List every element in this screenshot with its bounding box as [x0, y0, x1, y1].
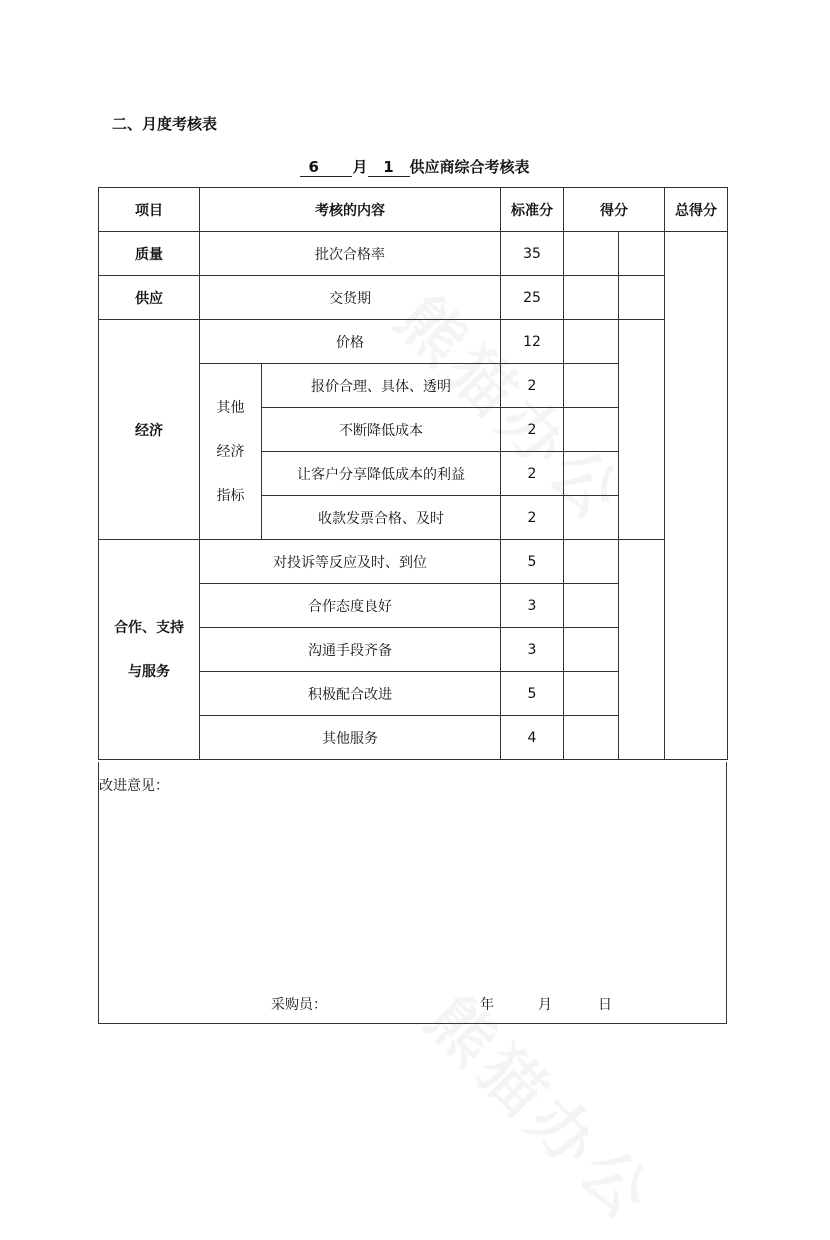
- category-cooperation: [99, 540, 200, 760]
- score-input-cell[interactable]: [564, 232, 619, 276]
- standard-cell: 2: [501, 452, 564, 496]
- content-cell: 其他服务: [200, 716, 501, 760]
- header-total: 总得分: [665, 188, 728, 232]
- score-input-cell[interactable]: [564, 320, 619, 364]
- score-input-cell[interactable]: [564, 716, 619, 760]
- day-value: 1: [368, 158, 410, 177]
- content-cell: 积极配合改进: [200, 672, 501, 716]
- content-cell: 沟通手段齐备: [200, 628, 501, 672]
- header-item: 项目: [99, 188, 200, 232]
- standard-cell: 5: [501, 540, 564, 584]
- stack-label: 指标: [216, 487, 245, 504]
- header-content: 考核的内容: [200, 188, 501, 232]
- category-line: 合作、支持: [114, 619, 184, 636]
- standard-cell: 5: [501, 672, 564, 716]
- header-score: 得分: [564, 188, 665, 232]
- improvement-remarks-box[interactable]: [98, 762, 727, 1024]
- category-line: 与服务: [128, 663, 170, 680]
- content-cell: 交货期: [200, 276, 501, 320]
- form-title: [0, 156, 830, 177]
- standard-cell: 3: [501, 584, 564, 628]
- table-row: [99, 276, 728, 320]
- standard-cell: 12: [501, 320, 564, 364]
- remarks-label: 改进意见：: [99, 778, 169, 794]
- score-input-cell[interactable]: [619, 232, 665, 276]
- content-cell: 价格: [200, 320, 501, 364]
- score-input-cell[interactable]: [564, 408, 619, 452]
- standard-cell: 4: [501, 716, 564, 760]
- category-supply: 供应: [99, 276, 200, 320]
- content-cell: 让客户分享降低成本的利益: [262, 452, 501, 496]
- score-input-cell[interactable]: [564, 540, 619, 584]
- score-input-cell[interactable]: [619, 540, 665, 760]
- total-score-cell[interactable]: [665, 232, 728, 760]
- score-input-cell[interactable]: [619, 276, 665, 320]
- evaluation-table: [98, 187, 728, 760]
- year-label: 年: [480, 997, 494, 1013]
- month-label: 月: [352, 158, 368, 176]
- stack-label: 经济: [216, 443, 245, 460]
- content-cell: 对投诉等反应及时、到位: [200, 540, 501, 584]
- score-input-cell[interactable]: [564, 452, 619, 496]
- score-input-cell[interactable]: [619, 320, 665, 540]
- table-row: [99, 540, 728, 584]
- header-row: [99, 188, 728, 232]
- standard-cell: 2: [501, 496, 564, 540]
- score-input-cell[interactable]: [564, 276, 619, 320]
- score-input-cell[interactable]: [564, 364, 619, 408]
- content-cell: 报价合理、具体、透明: [262, 364, 501, 408]
- other-economic-indicators: [200, 364, 262, 540]
- score-input-cell[interactable]: [564, 496, 619, 540]
- score-input-cell[interactable]: [564, 628, 619, 672]
- standard-cell: 25: [501, 276, 564, 320]
- score-input-cell[interactable]: [564, 672, 619, 716]
- table-row: [99, 232, 728, 276]
- standard-cell: 2: [501, 408, 564, 452]
- content-cell: 合作态度良好: [200, 584, 501, 628]
- score-input-cell[interactable]: [564, 584, 619, 628]
- standard-cell: 35: [501, 232, 564, 276]
- content-cell: 批次合格率: [200, 232, 501, 276]
- category-economy: 经济: [99, 320, 200, 540]
- section-heading: 二、月度考核表: [112, 115, 218, 133]
- standard-cell: 3: [501, 628, 564, 672]
- content-cell: 收款发票合格、及时: [262, 496, 501, 540]
- day-label: 日: [598, 997, 612, 1013]
- month-value: 6: [300, 158, 352, 177]
- title-suffix: 供应商综合考核表: [409, 158, 530, 176]
- header-standard: 标准分: [501, 188, 564, 232]
- category-quality: 质量: [99, 232, 200, 276]
- buyer-label: 采购员：: [271, 997, 327, 1013]
- table-row: [99, 320, 728, 364]
- month-label: 月: [538, 997, 552, 1013]
- stack-label: 其他: [216, 399, 245, 416]
- content-cell: 不断降低成本: [262, 408, 501, 452]
- standard-cell: 2: [501, 364, 564, 408]
